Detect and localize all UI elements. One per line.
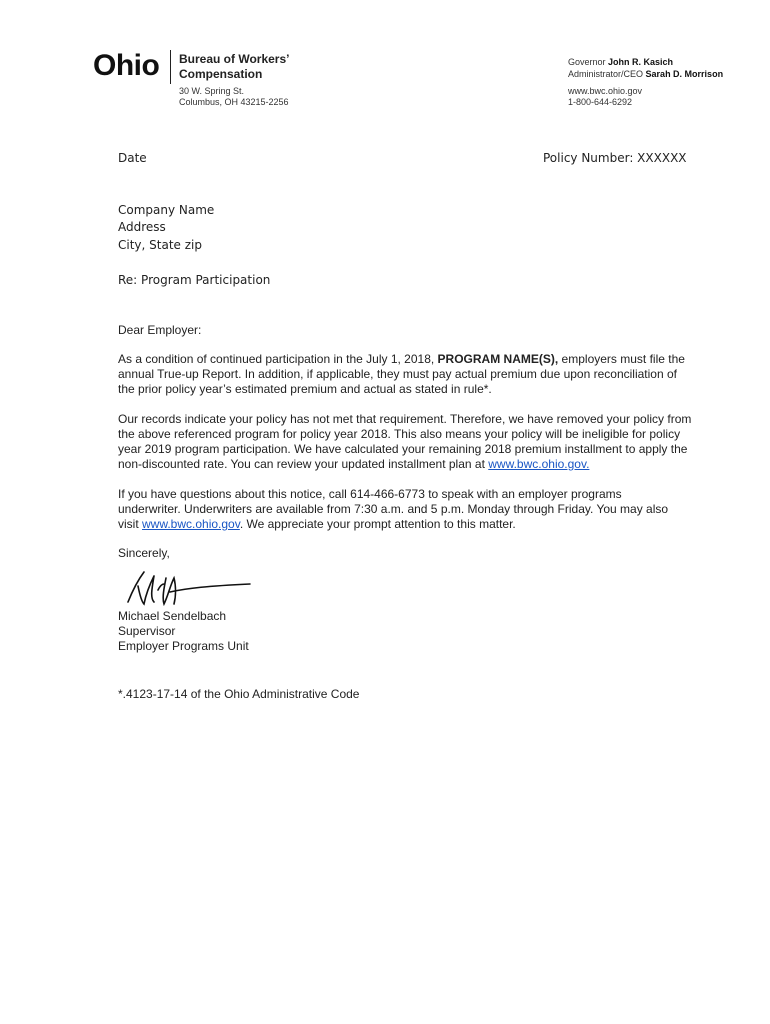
p3-text: If you have questions about this notice, call 614-466-6773 to speak with an employer programs underwriter. Underwriters are available from 7:30 a.m. and 5 p.m. Monday through Friday. You may also visit xyxy=(118,487,669,531)
signer-block xyxy=(118,609,249,654)
p1-text: As a condition of continued participation in the July 1, 2018, xyxy=(118,352,438,366)
paragraph-3 xyxy=(118,487,680,532)
recipient-company: Company Name xyxy=(118,203,215,217)
bureau-address xyxy=(179,86,289,108)
officials-block xyxy=(568,56,723,80)
signature-image xyxy=(118,566,258,608)
bureau-line-1: Bureau of Workers’ xyxy=(179,52,290,66)
recipient-address: Address xyxy=(118,220,166,234)
salutation: Dear Employer: xyxy=(118,323,202,337)
paragraph-2 xyxy=(118,412,706,472)
address-line-2: Columbus, OH 43215-2256 xyxy=(179,97,289,107)
administrator-name: Sarah D. Morrison xyxy=(645,69,724,79)
p3-text-end: . We appreciate your prompt attention to this matter. xyxy=(239,517,516,531)
contact-block xyxy=(568,86,642,108)
bureau-line-2: Compensation xyxy=(179,67,263,81)
governor-label: Governor xyxy=(568,57,606,67)
program-name: PROGRAM NAME(S), xyxy=(437,352,559,366)
signer-name: Michael Sendelbach xyxy=(118,609,227,623)
governor-name: John R. Kasich xyxy=(608,57,674,67)
governor-line xyxy=(568,56,723,68)
address-line-1: 30 W. Spring St. xyxy=(179,86,245,96)
header-phone: 1-800-644-6292 xyxy=(568,97,633,107)
bwc-website-link[interactable]: www.bwc.ohio.gov xyxy=(142,517,240,531)
p1-text-end: employers must file the annual True-up Report. In addition, if applicable, they must pay actual premium due upon reconciliation of the prior policy year’s estimated premium and actual as stated in rule*. xyxy=(118,352,685,396)
paragraph-1 xyxy=(118,352,696,397)
recipient-city: City, State zip xyxy=(118,238,202,252)
footnote: *.4123-17-14 of the Ohio Administrative Code xyxy=(118,687,360,701)
closing: Sincerely, xyxy=(118,546,170,560)
installment-plan-link[interactable]: www.bwc.ohio.gov. xyxy=(488,457,590,471)
p2-text: Our records indicate your policy has not met that requirement. Therefore, we have removed your policy from the above referenced program for policy year 2018. This also means your policy will be ineligible for policy year 2019 program participation. We have calculated your remaining 2018 premium installment to apply the non-discounted rate. You can review your updated installment plan at xyxy=(118,412,692,471)
re-line: Re: Program Participation xyxy=(118,273,271,287)
policy-number: Policy Number: XXXXXX xyxy=(543,151,687,165)
letter-date: Date xyxy=(118,151,147,165)
signer-title: Supervisor xyxy=(118,624,176,638)
header-website: www.bwc.ohio.gov xyxy=(568,86,643,96)
signer-unit: Employer Programs Unit xyxy=(118,639,249,653)
administrator-label: Administrator/CEO xyxy=(568,69,644,79)
administrator-line xyxy=(568,68,723,80)
ohio-logo: Ohio xyxy=(93,49,160,82)
bureau-name xyxy=(179,52,289,82)
logo-divider xyxy=(170,50,171,84)
